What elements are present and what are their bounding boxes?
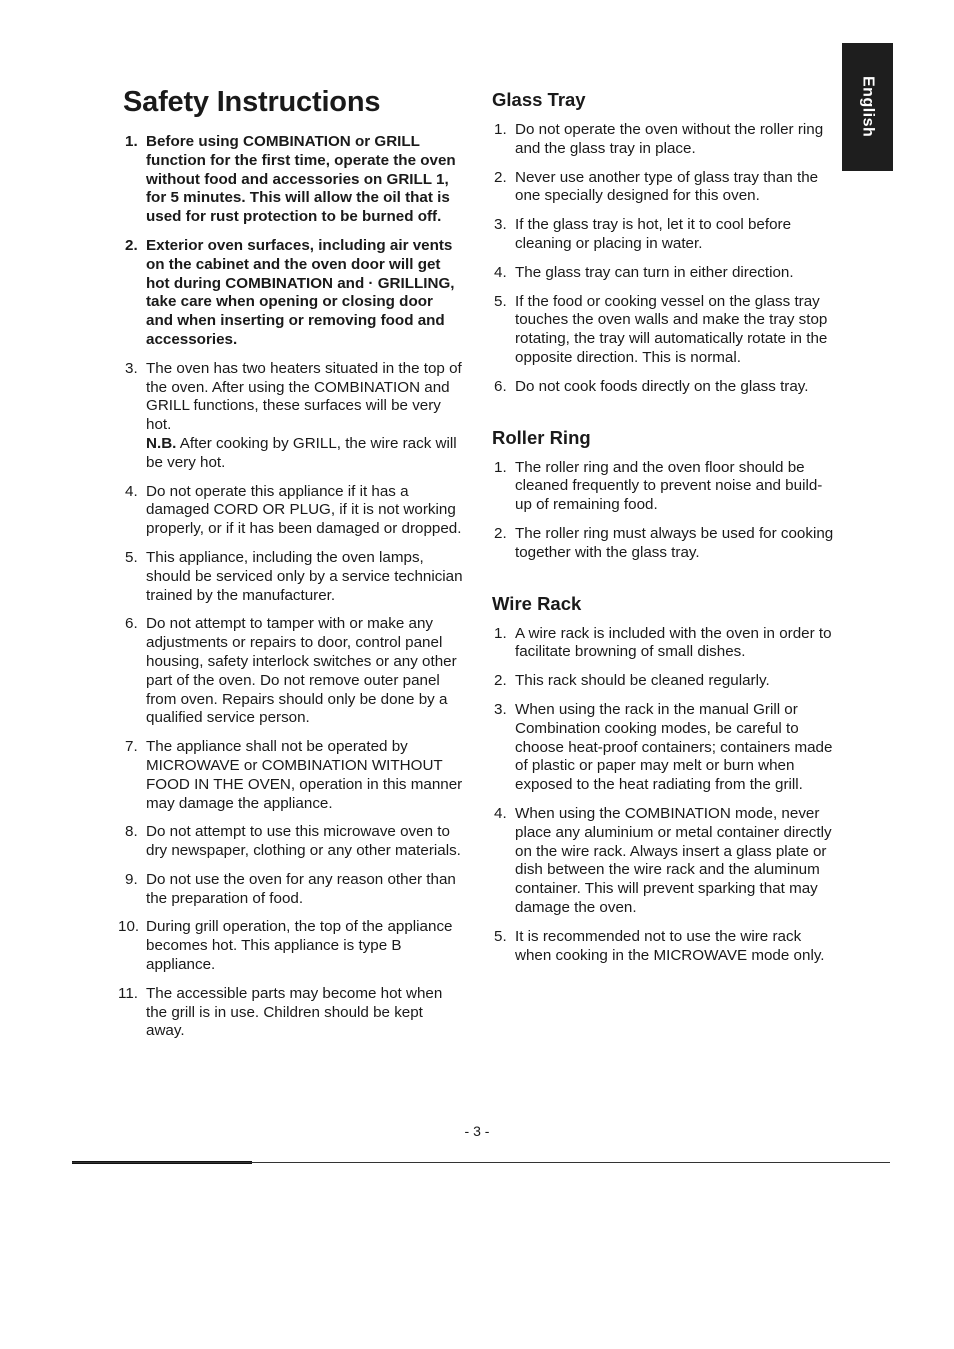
glass-tray-list [492, 121, 837, 397]
section-title: Wire Rack [492, 592, 582, 614]
page-number: - 3 - [464, 1123, 490, 1139]
list-item [123, 823, 463, 861]
wire-rack-section [492, 593, 837, 966]
item-text: When using the rack in the manual Grill or Combination cooking modes, be careful to choose heat-proof containers; containers made of plastic or paper may melt or burn when exposed to the heat radiating from the grill. [515, 700, 833, 794]
item-number: 2. [494, 168, 507, 186]
item-text: Do not attempt to tamper with or make any adjustments or repairs to door, control panel housing, safety interlock switches or any other part of the oven. Do not remove outer panel from oven. Repairs should only be done by a qualified service person. [146, 615, 457, 727]
wire-rack-list [492, 625, 837, 966]
item-number: 10. [118, 918, 140, 936]
accessories-column [492, 89, 837, 995]
roller-ring-section [492, 427, 837, 563]
list-item [492, 169, 837, 207]
glass-tray-section [492, 89, 837, 397]
item-text: When using the COMBINATION mode, never place any aluminium or metal container directly on the wire rack. Always insert a glass plate or dish between the wire rack and the aluminum container. This will prevent sparking that may damage the oven. [515, 804, 832, 916]
item-text: The roller ring and the oven floor should be cleaned frequently to prevent noise and build-up of remaining food. [515, 458, 823, 514]
list-item [123, 483, 463, 539]
list-item [492, 264, 837, 283]
list-item [123, 615, 463, 728]
list-item [492, 216, 837, 254]
language-tab [842, 43, 893, 171]
list-item [492, 701, 837, 795]
item-text: A wire rack is included with the oven in order to facilitate browning of small dishes. [515, 624, 832, 661]
item-number: 4. [494, 804, 507, 822]
nb-label: N.B. [146, 434, 177, 452]
list-item [492, 121, 837, 159]
item-number: 11. [118, 984, 138, 1002]
list-item [492, 672, 837, 691]
item-number: 4. [125, 482, 138, 500]
item-number: 7. [125, 738, 138, 756]
item-text: Never use another type of glass tray than the one specially designed for this oven. [515, 168, 819, 205]
item-text: Do not operate the oven without the roller ring and the glass tray in place. [515, 121, 824, 157]
item-number: 6. [494, 377, 507, 395]
item-number: 3. [494, 700, 507, 718]
item-text: The roller ring must always be used for cooking together with the glass tray. [515, 524, 834, 561]
list-item [492, 293, 837, 368]
list-item [123, 133, 463, 227]
list-item [123, 360, 463, 473]
section-title: Roller Ring [492, 426, 591, 448]
item-number: 6. [125, 615, 138, 633]
item-number: 2. [494, 672, 507, 690]
section-title: Glass Tray [492, 89, 586, 110]
nb-text: After cooking by GRILL, the wire rack will be very hot. [146, 434, 457, 471]
item-number: 1. [494, 458, 507, 476]
item-text: Do not attempt to use this microwave oven to dry newspaper, clothing or any other materials. [146, 823, 461, 860]
item-text: It is recommended not to use the wire rack when cooking in the MICROWAVE mode only. [515, 927, 825, 964]
list-item [118, 918, 463, 974]
item-number: 2. [125, 236, 138, 254]
list-item [492, 378, 837, 397]
roller-ring-list [492, 459, 837, 563]
footer-rule [72, 1162, 890, 1163]
item-text: During grill operation, the top of the appliance becomes hot. This appliance is type B appliance. [146, 918, 453, 974]
list-item [123, 738, 463, 813]
item-text: The oven has two heaters situated in the top of the oven. After using the COMBINATION and GRILL functions, these surfaces will be very hot. [146, 359, 462, 434]
item-number: 5. [494, 927, 507, 945]
item-text: Before using COMBINATION or GRILL function for the first time, operate the oven without food and accessories on GRILL 1, for 5 minutes. This will allow the oil that is used for rust protection to be burned off. [146, 133, 456, 226]
item-text: This rack should be cleaned regularly. [515, 672, 770, 690]
item-text: This appliance, including the oven lamps, should be serviced only by a service technician trained by the manufacturer. [146, 548, 463, 604]
item-text: Exterior oven surfaces, including air vents on the cabinet and the oven door will get hot during COMBINATION and · GRILLING, take care when opening or closing door and when inserting or removing food and accessories. [146, 236, 455, 348]
list-item [123, 237, 463, 350]
list-item [492, 525, 837, 563]
safety-instructions-list-column [118, 133, 463, 1051]
item-number: 4. [494, 263, 507, 281]
list-item [123, 871, 463, 909]
list-item [118, 984, 463, 1041]
item-number: 2. [494, 524, 507, 542]
item-number: 1. [494, 121, 507, 138]
item-number: 1. [125, 133, 138, 150]
list-item [492, 928, 837, 966]
item-number: 5. [494, 292, 507, 310]
item-number: 3. [125, 359, 138, 377]
item-text: Do not cook foods directly on the glass tray. [515, 377, 809, 395]
list-item [492, 459, 837, 515]
item-text: The appliance shall not be operated by MICROWAVE or COMBINATION WITHOUT FOOD IN THE OVEN, operation in this manner may damage the appliance. [146, 738, 463, 812]
item-text: Do not operate this appliance if it has a damaged CORD OR PLUG, if it is not working properly, or if it has been damaged or dropped. [146, 482, 462, 538]
list-item [492, 805, 837, 918]
language-tab-label: English [859, 76, 877, 138]
item-number: 9. [125, 870, 138, 888]
item-text: If the glass tray is hot, let it to cool before cleaning or placing in water. [515, 216, 792, 252]
item-number: 8. [125, 823, 138, 841]
item-number: 5. [125, 548, 138, 566]
item-text: Do not use the oven for any reason other than the preparation of food. [146, 870, 456, 907]
list-item [492, 625, 837, 663]
safety-instructions-list [118, 133, 463, 1041]
item-text: If the food or cooking vessel on the glass tray touches the oven walls and make the tray stop rotating, the tray will automatically rotate in the opposite direction. This is normal. [515, 292, 828, 366]
page-title: Safety Instructions [123, 86, 381, 118]
list-item [123, 549, 463, 605]
item-text: The glass tray can turn in either direction. [515, 263, 794, 281]
item-number: 1. [494, 624, 507, 642]
item-number: 3. [494, 216, 507, 234]
item-text: The accessible parts may become hot when the grill is in use. Children should be kept away. [146, 984, 443, 1040]
